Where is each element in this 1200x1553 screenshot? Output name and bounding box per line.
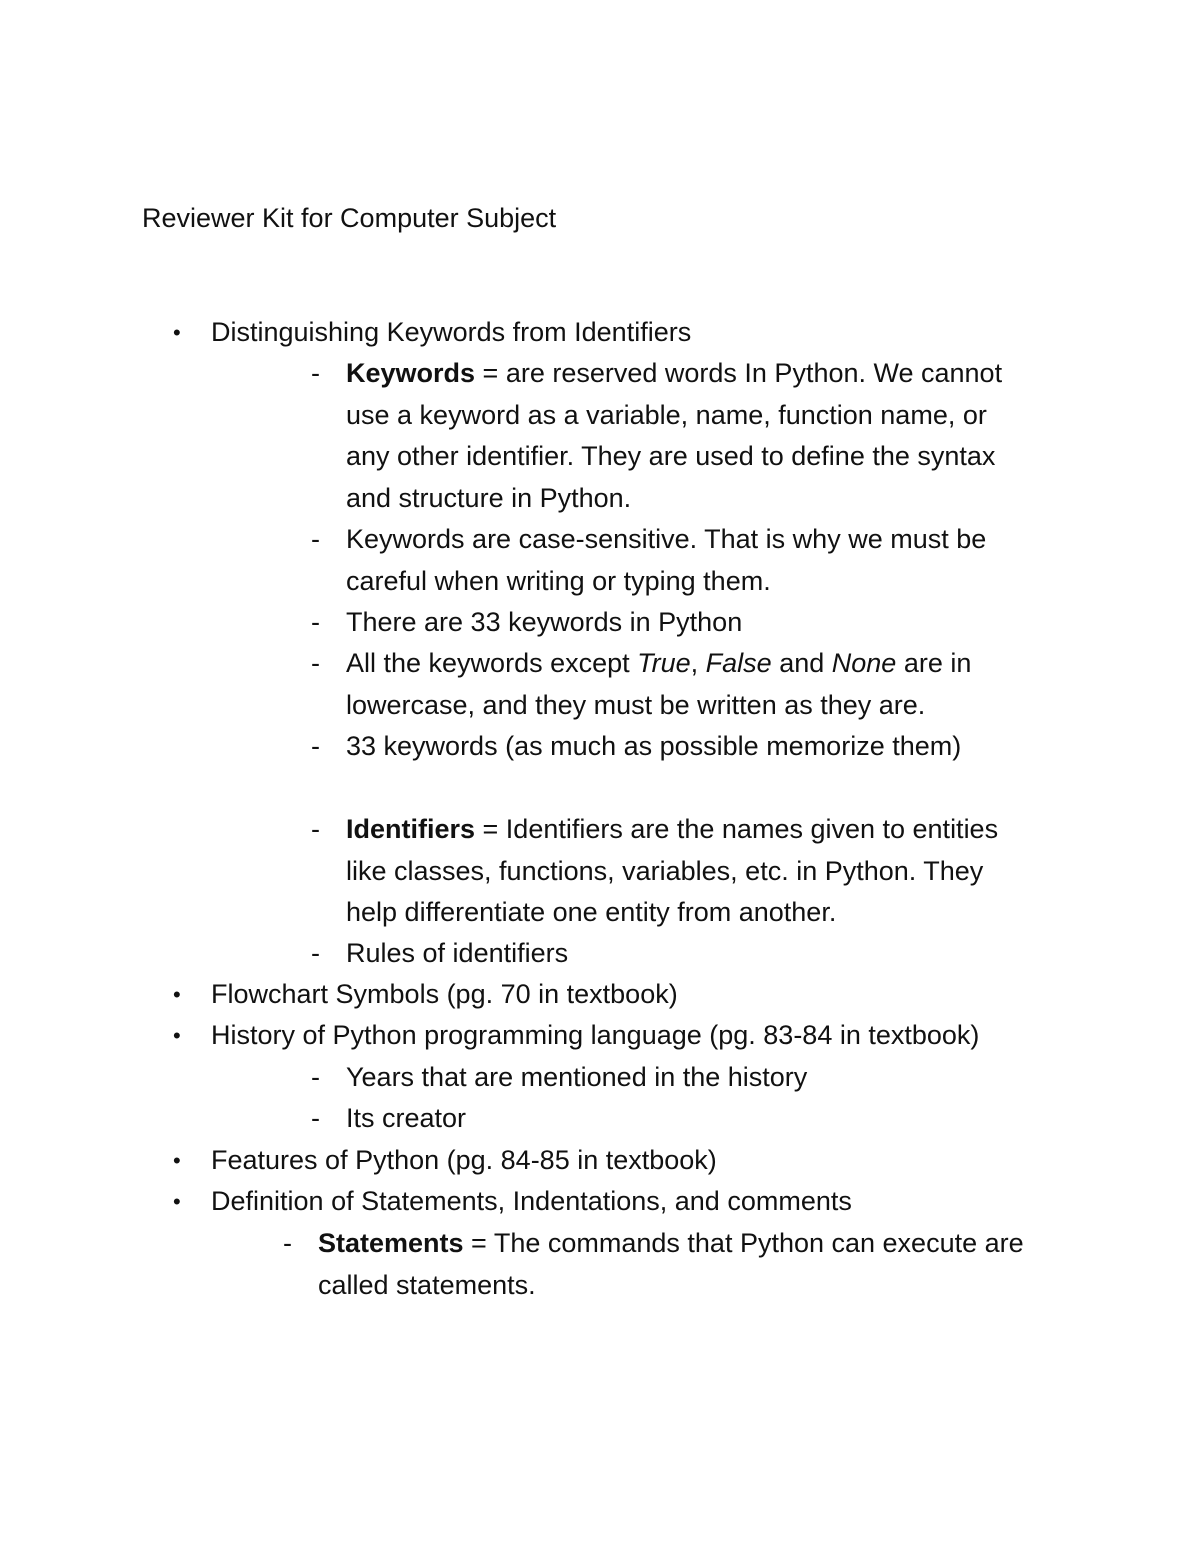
bullet-icon: • — [173, 320, 181, 345]
identifiers-definition-line3: help differentiate one entity from another. — [346, 897, 837, 927]
statements-term: Statements — [318, 1228, 464, 1258]
lowercase-comma: , — [690, 648, 706, 678]
true-keyword: True — [637, 648, 691, 678]
lowercase-line2: lowercase, and they must be written as they are. — [346, 689, 926, 720]
bullet-icon: • — [173, 1148, 181, 1173]
history-creator-line1: Its creator — [346, 1103, 467, 1133]
keywords-count-line1: There are 33 keywords in Python — [346, 607, 743, 637]
identifier-rules — [346, 933, 568, 975]
identifiers-definition — [346, 809, 998, 934]
keywords-definition-line1: = are reserved words In Python. We cannot — [475, 358, 1003, 388]
statements-definition-line2: called statements. — [318, 1269, 536, 1300]
keywords-definition-line4: and structure in Python. — [346, 482, 632, 513]
dash-icon: - — [311, 731, 320, 761]
history-years-line1: Years that are mentioned in the history — [346, 1062, 808, 1092]
keywords-count — [346, 602, 742, 644]
lowercase-part1: All the keywords except — [346, 648, 638, 678]
identifiers-definition-line2: like classes, functions, variables, etc. in Python. They — [346, 855, 984, 886]
bullet-icon: • — [173, 982, 181, 1007]
bullet-icon: • — [173, 1023, 181, 1048]
false-keyword: False — [705, 648, 772, 678]
dash-icon: - — [283, 1228, 292, 1258]
bullet-statements-definition: Definition of Statements, Indentations, and comments — [211, 1186, 852, 1216]
bullet-python-features: Features of Python (pg. 84-85 in textbook) — [211, 1145, 717, 1175]
statements-definition-line1: = The commands that Python can execute are — [463, 1228, 1024, 1258]
case-sensitive-line1: Keywords are case-sensitive. That is why we must be — [346, 524, 987, 554]
dash-icon: - — [311, 1103, 320, 1133]
none-keyword: None — [831, 648, 897, 678]
keywords-memorize — [346, 726, 961, 768]
dash-icon: - — [311, 524, 320, 554]
keywords-term: Keywords — [346, 358, 476, 388]
keywords-definition-line2: use a keyword as a variable, name, function name, or — [346, 399, 987, 430]
bullet-keywords-vs-identifiers: Distinguishing Keywords from Identifiers — [211, 317, 692, 347]
statements-definition — [318, 1223, 1024, 1306]
case-sensitive-line2: careful when writing or typing them. — [346, 565, 771, 596]
history-years — [346, 1057, 807, 1099]
dash-icon: - — [311, 358, 320, 388]
lowercase-and: and — [771, 648, 832, 678]
dash-icon: - — [311, 938, 320, 968]
dash-icon: - — [311, 814, 320, 844]
keywords-case-sensitive — [346, 519, 986, 602]
bullet-icon: • — [173, 1189, 181, 1214]
history-creator — [346, 1098, 466, 1140]
keywords-definition — [346, 353, 1002, 519]
identifiers-definition-line1: = Identifiers are the names given to entities — [475, 814, 999, 844]
lowercase-part-end: are in — [896, 648, 972, 678]
bullet-flowchart-symbols: Flowchart Symbols (pg. 70 in textbook) — [211, 979, 678, 1009]
dash-icon: - — [311, 607, 320, 637]
memorize-line1: 33 keywords (as much as possible memorize them) — [346, 731, 962, 761]
bullet-python-history: History of Python programming language (pg. 83-84 in textbook) — [211, 1020, 980, 1050]
dash-icon: - — [311, 1062, 320, 1092]
dash-icon: - — [311, 648, 320, 678]
keywords-definition-line3: any other identifier. They are used to define the syntax — [346, 441, 996, 471]
keywords-lowercase — [346, 643, 971, 726]
document-title: Reviewer Kit for Computer Subject — [142, 203, 557, 233]
identifier-rules-line1: Rules of identifiers — [346, 938, 569, 968]
identifiers-term: Identifiers — [346, 814, 476, 844]
